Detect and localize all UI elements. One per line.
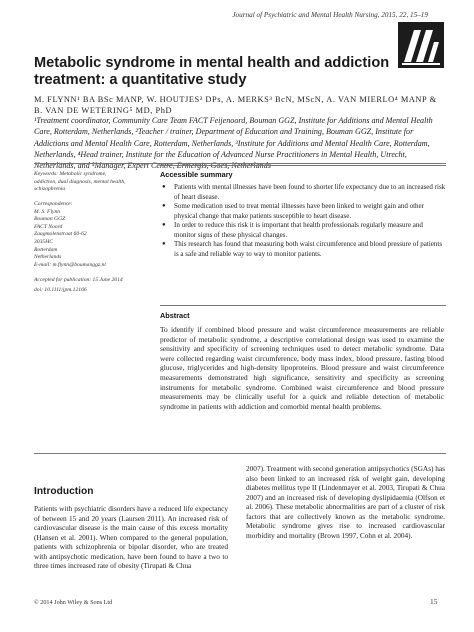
bullet-icon: ● — [162, 222, 166, 228]
correspondence-line: Rotterdam — [34, 246, 58, 253]
correspondence-line: FACT Noord — [34, 223, 63, 230]
doi: doi: 10.1111/jpm.12166 — [34, 287, 87, 294]
body-column-right: 2007). Treatment with second generation antipsychotics (SGAs) has also been linked to an increased risk of weight gain, developing diabetes mellitus type II (Lindenmayer et al. 2003, Tirupati & Chua 2007) and an increased risk of developing dyslipidaemia (Olfson et al. 2006). These metabolic abnormalities are part of a cluster of risk factors that are collectively known as the metabolic syndrome. Metabolic syndrome gives rise to increased cardiovascular morbidity and mortality (Brown 1997, Cohn et al. 2004). — [246, 464, 446, 540]
correspondence-line: M. S. Flynn — [34, 208, 61, 215]
summary-item: ● This research has found that measuring both waist circumference and blood pressure of patients is a safe and reliable way to way to monitor patients. — [162, 240, 443, 258]
author-list: M. FLYNN¹ BA BSc MANP, W. HOUTJES² DPs, A. MERKS³ BcN, MScN, A. VAN MIERLO⁴ MANP & B. VAN DE WETERING⁵ MD, PhD — [34, 95, 437, 115]
abstract-text: To identify if combined blood pressure and waist circumference measurements are reliable predictor of metabolic syndrome, a descriptive correlational design was used to examine the sensitivity and specificity of screening techniques used to detect metabolic syndrome. Data were collected regarding waist circumference, body mass index, blood pressure, fasting blood glucose, triglycerides and high-density lipoproteins. Blood pressure and waist circumference measurements demonstrated high significance, sensitivity and specificity as screening instruments for metabolic syndrome. Combined waist circumference and blood pressure measurements may be clinically useful for a quick and reliable detection of metabolic syndrome in patients with addiction and comorbid mental health problems. — [160, 325, 444, 411]
abstract-rule — [160, 305, 446, 306]
correspondence-line: Zaagmolenstraat 60-62 — [34, 231, 87, 238]
correspondence-label: Correspondence: — [34, 201, 73, 208]
summary-list — [160, 183, 446, 259]
correspondence-line: Netherlands — [34, 254, 62, 261]
journal-header: Journal of Psychiatric and Mental Health Nursing, 2015, 22, 15–19 — [232, 11, 428, 19]
summary-item: ● In order to reduce this risk it is important that health professionals regularly measure and monitor signs of these physical changes. — [162, 221, 423, 239]
summary-item: ● Patients with mental illnesses have been found to shorter life expectancy due to an increased risk of heart disease. — [162, 183, 446, 201]
publisher-logo — [398, 22, 444, 68]
summary-rule — [160, 165, 446, 166]
bullet-icon: ● — [162, 241, 166, 247]
body-column-left: Patients with psychiatric disorders have a reduced life expectancy of between 15 and 20 years (Laursen 2011). An increased risk of cardiovascular disease is the main cause of this excess mortality (Hansen et al. 2001). When compared to the general population, patients with schizophrenia or bipolar disorder, who are treated with antipsychotic medication, have been found to have a two to three times increased rate of obesity (Tirupati & Chua — [34, 504, 228, 571]
summary-item: ● Some medication used to treat mental illnesses have been linked to weight gain and other physical change that make patients susceptible to heart disease. — [162, 202, 424, 220]
keywords-line: Keywords: Metabolic syndrome, — [34, 171, 107, 177]
summary-heading: Accessible summary — [160, 170, 233, 179]
keywords-line: addiction, dual diagnosis, mental health, — [34, 178, 126, 185]
accepted-date: Accepted for publication: 15 June 2014 — [34, 276, 123, 283]
keywords-line: schizophrenia — [34, 186, 66, 193]
header-rule — [34, 163, 446, 164]
section-heading-introduction: Introduction — [34, 486, 94, 497]
bullet-icon: ● — [162, 184, 166, 190]
article-title: Metabolic syndrome in mental health and addiction treatment: a quantitative study — [34, 55, 390, 88]
author-affiliations: ¹Treatment coordinator, Community Care Team FACT Feijenoord, Bouman GGZ, Institute for Additions and Mental Health Care, Rotterdam, Netherlands, ²Teacher / trainer, Department of Education and Training, Bouman GGZ, Institute for Addictions and Mental Health Care, Rotterdam, Netherlands, ³Institute for Additions and Mental Health Care, Rotterdam, Netherlands, ⁴Head trainer, Institute for the Education of Advanced Nurse Practitioners in Mental Health, Utrecht, Netherlands, and ⁵Manager, Expert Centre, Ermergis, Goes, Netherlands — [34, 116, 433, 171]
correspondence-line: 3035HC — [34, 239, 53, 246]
article-sidebar — [34, 171, 146, 295]
correspondence-line: Bouman GGZ — [34, 216, 66, 223]
correspondence-email: E-mail: m.flynn@boumanggz.nl — [34, 261, 106, 268]
copyright: © 2014 John Wiley & Sons Ltd — [34, 599, 113, 606]
abstract-heading: Abstract — [160, 311, 190, 320]
body-rule — [34, 453, 446, 454]
bullet-icon: ● — [162, 203, 166, 209]
page-number: 15 — [430, 597, 438, 606]
